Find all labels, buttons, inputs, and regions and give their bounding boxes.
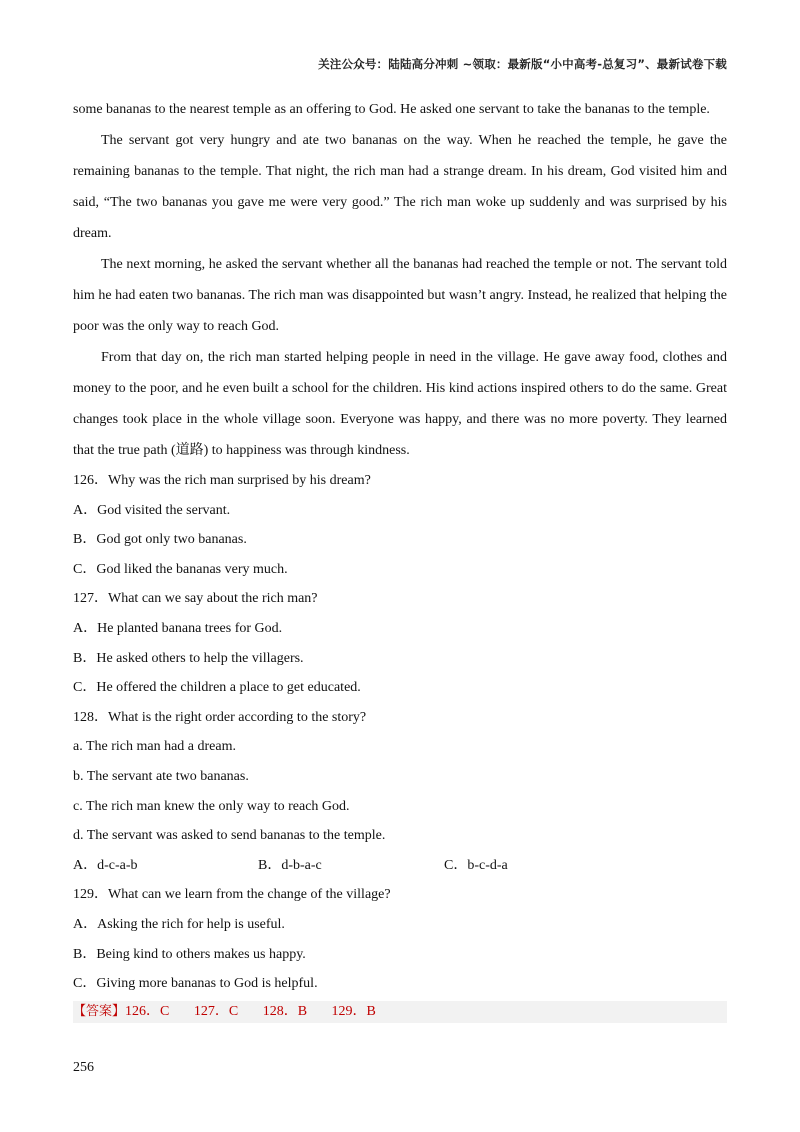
paragraph-4: From that day on, the rich man started helping people in need in the village. He gave away food, clothes and money to the poor, and he even built a school for the children. His kind actions inspired others to do the same. Great changes took place in the whole village soon. Everyone was happy, and there was no more poverty. They learned that the true path (道路) to happiness was through kindness.	[73, 350, 727, 458]
answer-key	[73, 1001, 727, 1023]
option-a: A．God visited the servant.	[73, 502, 231, 518]
options-row	[73, 851, 727, 881]
question-127	[73, 584, 727, 702]
answer-label: 【答案】	[73, 1003, 126, 1019]
option-c: C．b-c-d-a	[444, 857, 508, 873]
option-a: A．Asking the rich for help is useful.	[73, 916, 285, 932]
question-129	[73, 880, 727, 998]
page-number: 256	[73, 1060, 94, 1075]
option-b: B．God got only two bananas.	[73, 532, 247, 548]
document-body	[73, 94, 727, 1023]
event-b: b. The servant ate two bananas.	[73, 768, 249, 784]
question-stem: 128．What is the right order according to the story?	[73, 709, 367, 725]
event-c: c. The rich man knew the only way to reach God.	[73, 798, 350, 814]
question-126	[73, 466, 727, 584]
question-stem: 126．Why was the rich man surprised by his dream?	[73, 473, 371, 488]
option-a: A．He planted banana trees for God.	[73, 620, 283, 636]
event-a: a. The rich man had a dream.	[73, 739, 237, 755]
option-c: C．Giving more bananas to God is helpful.	[73, 976, 318, 992]
event-d: d. The servant was asked to send bananas to the temple.	[73, 828, 386, 844]
option-c: C．God liked the bananas very much.	[73, 561, 288, 577]
answer-text: 126．C 127．C 128．B 129．B	[125, 1003, 376, 1019]
option-b: B．Being kind to others makes us happy.	[73, 946, 306, 962]
paragraph-1: some bananas to the nearest temple as an offering to God. He asked one servant to take the bananas to the temple.	[73, 102, 710, 117]
question-stem: 127．What can we say about the rich man?	[73, 591, 318, 607]
option-c: C．He offered the children a place to get educated.	[73, 680, 361, 696]
paragraph-3: The next morning, he asked the servant whether all the bananas had reached the temple or not. The servant told him he had eaten two bananas. The rich man was disappointed but wasn’t angry. Instead, he realized that helping the poor was the only way to reach God.	[73, 257, 727, 334]
paragraph-2: The servant got very hungry and ate two bananas on the way. When he reached the temple, he gave the remaining bananas to the temple. That night, the rich man had a strange dream. In his dream, God visited him and said, “The two bananas you gave me were very good.” The rich man woke up suddenly and was surprised by his dream.	[73, 133, 727, 241]
option-b: B．d-b-a-c	[258, 857, 322, 873]
option-b: B．He asked others to help the villagers.	[73, 650, 304, 666]
question-128	[73, 703, 727, 881]
page-header: 关注公众号：陆陆高分冲刺 ~领取：最新版“小中高考-总复习”、最新试卷下载	[318, 57, 727, 71]
option-a: A．d-c-a-b	[73, 857, 138, 873]
question-stem: 129．What can we learn from the change of the village?	[73, 887, 391, 903]
